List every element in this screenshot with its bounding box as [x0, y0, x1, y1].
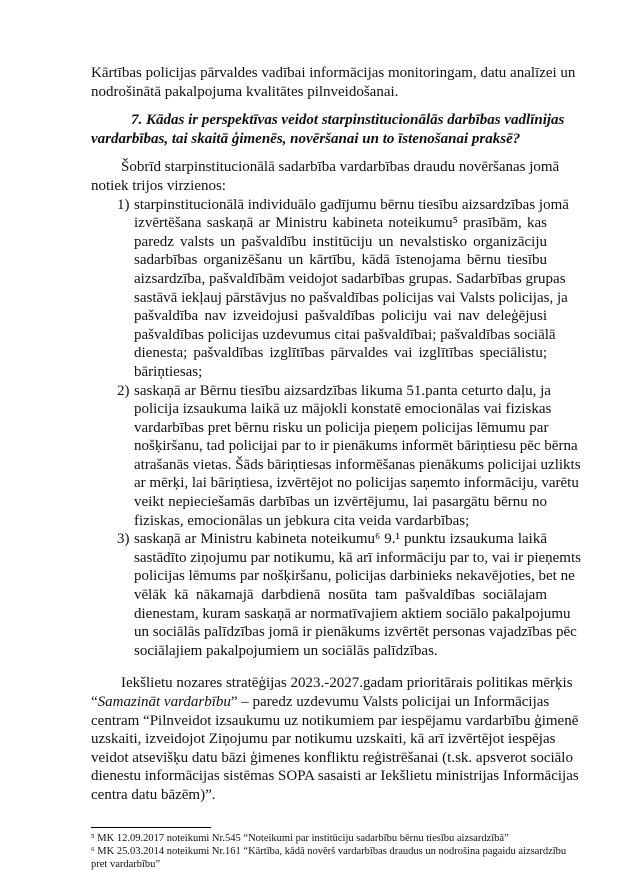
- text-line: un sociālās palīdzības jomā ir pienākums izvērtēt personas vajadzības pēc: [134, 624, 577, 641]
- text-line: saskaņā ar Ministru kabineta noteikumu⁶ 9.¹ punktu izsaukuma laikā: [134, 531, 547, 548]
- text-line: policijas lēmums par nošķiršanu, policijas darbinieks nekavējoties, bet ne: [134, 568, 575, 585]
- footnote-line: ⁵ MK 12.09.2017 noteikumi Nr.545 “Noteikumi par institūciju sadarbību bērnu tiesību aizsardzībā”: [91, 832, 509, 844]
- list-item: [91, 196, 569, 382]
- footnote-line: ⁶ MK 25.03.2014 noteikumi Nr.161 “Kārtība, kādā novērš vardarbības draudus un nodrošina pagaidu aizsardzību: [91, 845, 567, 857]
- text-line: Šobrīd starpinstitucionālā sadarbība vardarbības draudu novēršanas jomā: [121, 159, 560, 176]
- text-line: fiziskas, emocionālas un jebkura cita veida vardarbības;: [134, 512, 470, 529]
- text-line: [91, 786, 547, 805]
- text-run: Iekšlietu nozares stratēģijas 2023.-2027.gadam prioritārais politikas mērķis: [121, 675, 573, 692]
- footnote-separator: [91, 827, 211, 828]
- text-line: atrašanās vietas. Šāds bāriņtiesas informēšanas pienākums policijai uzlikts: [134, 456, 581, 473]
- list-item: [91, 530, 581, 660]
- text-line: nodrošinātā pakalpojuma kvalitātes pilnveidošanai.: [91, 83, 399, 100]
- answer-intro-paragraph: [91, 158, 560, 195]
- text-line: izvērtēšana saskaņā ar Ministru kabineta noteikumu⁵ prasībām, kas: [134, 215, 547, 232]
- text-line: vardarbības pret bērnu risku un policija pieņem policijas lēmumu par: [134, 419, 549, 436]
- text-line: veikt nepieciešamās darbības un izvērtējumu, lai pasargātu bērnu no: [134, 494, 547, 511]
- question-heading: [91, 111, 565, 148]
- text-line: dienesta; pašvaldības izglītības pārvaldes vai izglītības speciālistu;: [134, 345, 547, 362]
- text-line: notiek trijos virzienos:: [91, 177, 226, 194]
- list-item-number: 2): [117, 382, 130, 399]
- strategy-paragraph: [91, 674, 579, 804]
- text-run: ” – paredz uzdevumu Valsts policijai un Informācijas: [230, 694, 550, 710]
- text-line: 7. Kādas ir perspektīvas veidot starpinstitucionālās darbības vadlīnijas: [131, 112, 565, 129]
- text-line: starpinstitucionālā individuālo gadījumu bērnu tiesību aizsardzības jomā: [134, 196, 569, 213]
- text-run: centra datu bāzēm)”.: [91, 786, 216, 803]
- text-line: sociālajiem pakalpojumiem un sociālās palīdzības.: [134, 642, 438, 659]
- text-run: uzskaiti, izveidojot Ziņojumu par notikumu uzskaiti, kā arī izvērtējot iespējas: [91, 731, 556, 748]
- text-line: nošķiršanu, tad policijai par to ir pienākums informēt bāriņtiesu pēc bērna: [134, 438, 578, 455]
- text-line: [91, 712, 579, 731]
- text-line: policija izsaukuma laikā uz mājokli konstatē emocionālas vai fiziskas: [134, 401, 552, 418]
- text-line: dienestam, kuram saskaņā ar normatīvajiem aktiem sociālo pakalpojumu: [134, 605, 571, 622]
- text-line: [91, 730, 556, 749]
- text-line: sadarbības organizēšanu un kārtību, kādā īstenojama bērnu tiesību: [134, 252, 547, 269]
- list-item-number: 3): [117, 531, 130, 548]
- text-line: Kārtības policijas pārvaldes vadībai informācijas monitoringam, datu analīzei un: [91, 65, 576, 81]
- list-item-number: 1): [117, 196, 130, 213]
- text-line: pašvaldības policijas uzdevumus citai pašvaldībai; pašvaldības sociālā: [134, 326, 556, 343]
- numbered-list: [91, 196, 581, 661]
- text-line: [91, 749, 573, 768]
- intro-paragraph: [91, 64, 576, 101]
- text-line: vēlāk kā nākamajā darbdienā nosūta tam pašvaldības sociālajam: [134, 587, 547, 604]
- footnote-line: pret vardarbību”: [91, 858, 161, 870]
- text-line: saskaņā ar Bērnu tiesību aizsardzības likuma 51.panta ceturto daļu, ja: [134, 382, 551, 399]
- list-item: [91, 382, 581, 531]
- text-run: “: [91, 694, 98, 710]
- text-line: pašvaldība nav izveidojusi pašvaldības policiju vai nav deleģējusi: [134, 308, 547, 325]
- text-line: [91, 767, 579, 786]
- text-line: ar mērķi, lai bāriņtiesa, izvērtējot no policijas saņemto informāciju, varētu: [134, 475, 579, 492]
- text-line: sastādīto ziņojumu par notikumu, kā arī informāciju par to, vai ir pieņemts: [134, 549, 581, 566]
- text-run: veidot atsevišķu datu bāzi ģimenes konfliktu reģistrēšanai (t.sk. apsverot sociālo: [91, 749, 573, 766]
- document-page: [91, 64, 581, 871]
- text-line: paredz valsts un pašvaldību institūciju un nevalstisko organizāciju: [134, 233, 547, 250]
- text-line: sastāvā iekļauj pārstāvjus no pašvaldības policijas vai Valsts policijas, ja: [134, 289, 568, 306]
- italic-text: Samazināt vardarbību: [97, 694, 231, 710]
- text-line: [91, 674, 573, 693]
- footnotes: [91, 832, 567, 871]
- text-line: [91, 693, 550, 712]
- text-line: bāriņtiesas;: [134, 363, 203, 380]
- text-run: centram “Pilnveidot izsaukumu uz notikumiem par iespējamu vardarbību ģimenē: [91, 712, 579, 729]
- text-line: aizsardzība, pašvaldībām veidojot sadarbības grupas. Sadarbības grupas: [134, 270, 566, 287]
- text-run: dienestu informācijas sistēmas SOPA sasaisti ar Iekšlietu ministrijas Informācijas: [91, 768, 579, 785]
- text-line: vardarbības, tai skaitā ģimenēs, novēršanai un to īstenošanai praksē?: [91, 130, 521, 147]
